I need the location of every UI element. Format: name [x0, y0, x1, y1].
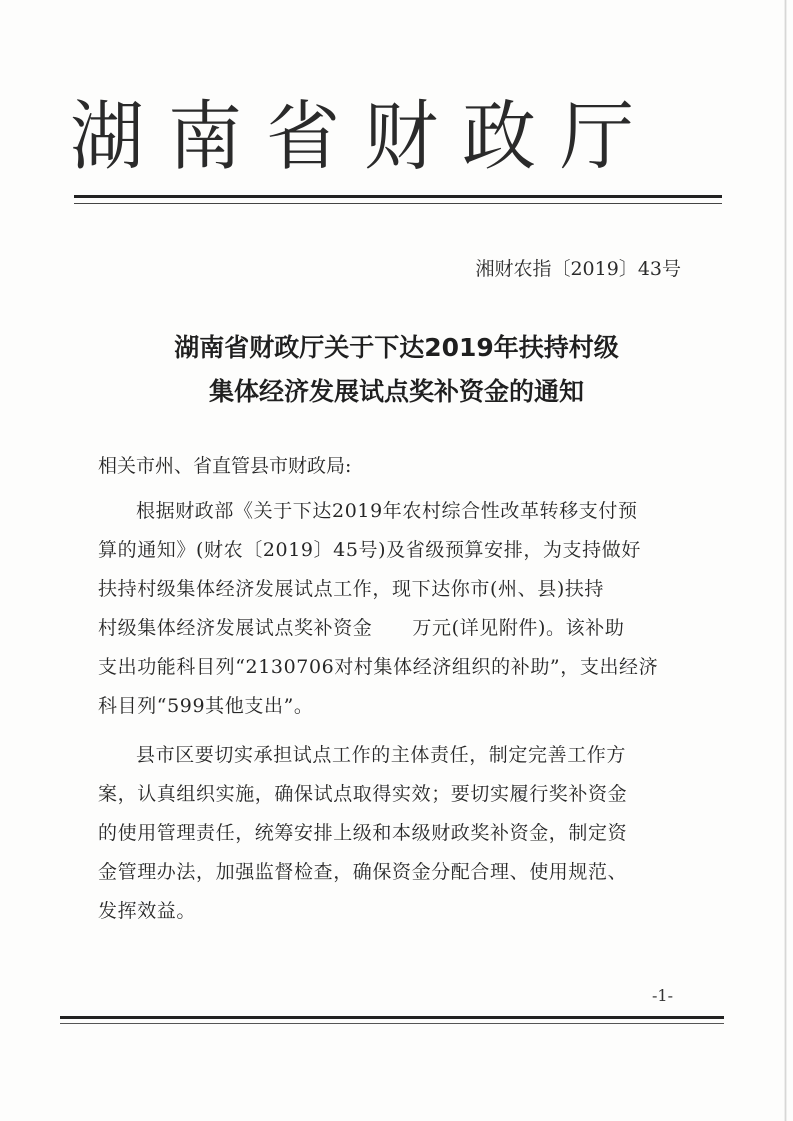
- scan-edge-shadow: [784, 0, 787, 1121]
- paragraph-1-line-4-part-b: 万元(详见附件)。该补助: [412, 617, 625, 639]
- paragraph-1-line-4: [98, 609, 690, 648]
- page-number: -1-: [652, 986, 673, 1005]
- paragraph-2-line-3: 的使用管理责任，统筹安排上级和本级财政奖补资金，制定资: [98, 822, 628, 844]
- issuer-masthead: 湖南省财政厅: [70, 93, 658, 181]
- masthead-rule-thin: [74, 203, 722, 204]
- paragraph-1-line-2: 算的通知》(财农〔2019〕45号)及省级预算安排，为支持做好: [98, 539, 641, 561]
- paragraph-2-line-5: 发挥效益。: [98, 900, 197, 922]
- document-title: [60, 326, 733, 414]
- paragraph-2-line-4: 金管理办法，加强监督检查，确保资金分配合理、使用规范、: [98, 861, 628, 883]
- paragraph-1-line-4-part-a: 村级集体经济发展试点奖补资金: [98, 617, 373, 639]
- recipient-line: 相关市州、省直管县市财政局:: [98, 455, 352, 477]
- title-line-2: 集体经济发展试点奖补资金的通知: [208, 377, 584, 406]
- document-number: 湘财农指〔2019〕43号: [475, 258, 681, 280]
- footer-rule-thick: [60, 1016, 724, 1019]
- body-paragraph-1: [98, 492, 690, 726]
- paragraph-1-line-5: 支出功能科目列“2130706对村集体经济组织的补助”，支出经济: [98, 656, 659, 678]
- footer-rule-thin: [60, 1023, 724, 1024]
- paragraph-2-line-2: 案，认真组织实施，确保试点取得实效；要切实履行奖补资金: [98, 783, 628, 805]
- paragraph-1-line-1: 根据财政部《关于下达2019年农村综合性改革转移支付预: [136, 500, 638, 522]
- paragraph-1-line-6: 科目列“599其他支出”。: [98, 695, 314, 717]
- body-paragraph-2: [98, 736, 690, 931]
- paragraph-1-line-3: 扶持村级集体经济发展试点工作，现下达你市(州、县)扶持: [98, 578, 605, 600]
- paragraph-2-line-1: 县市区要切实承担试点工作的主体责任，制定完善工作方: [136, 744, 627, 766]
- title-line-1: 湖南省财政厅关于下达2019年扶持村级: [174, 333, 619, 362]
- masthead-rule-thick: [74, 195, 722, 198]
